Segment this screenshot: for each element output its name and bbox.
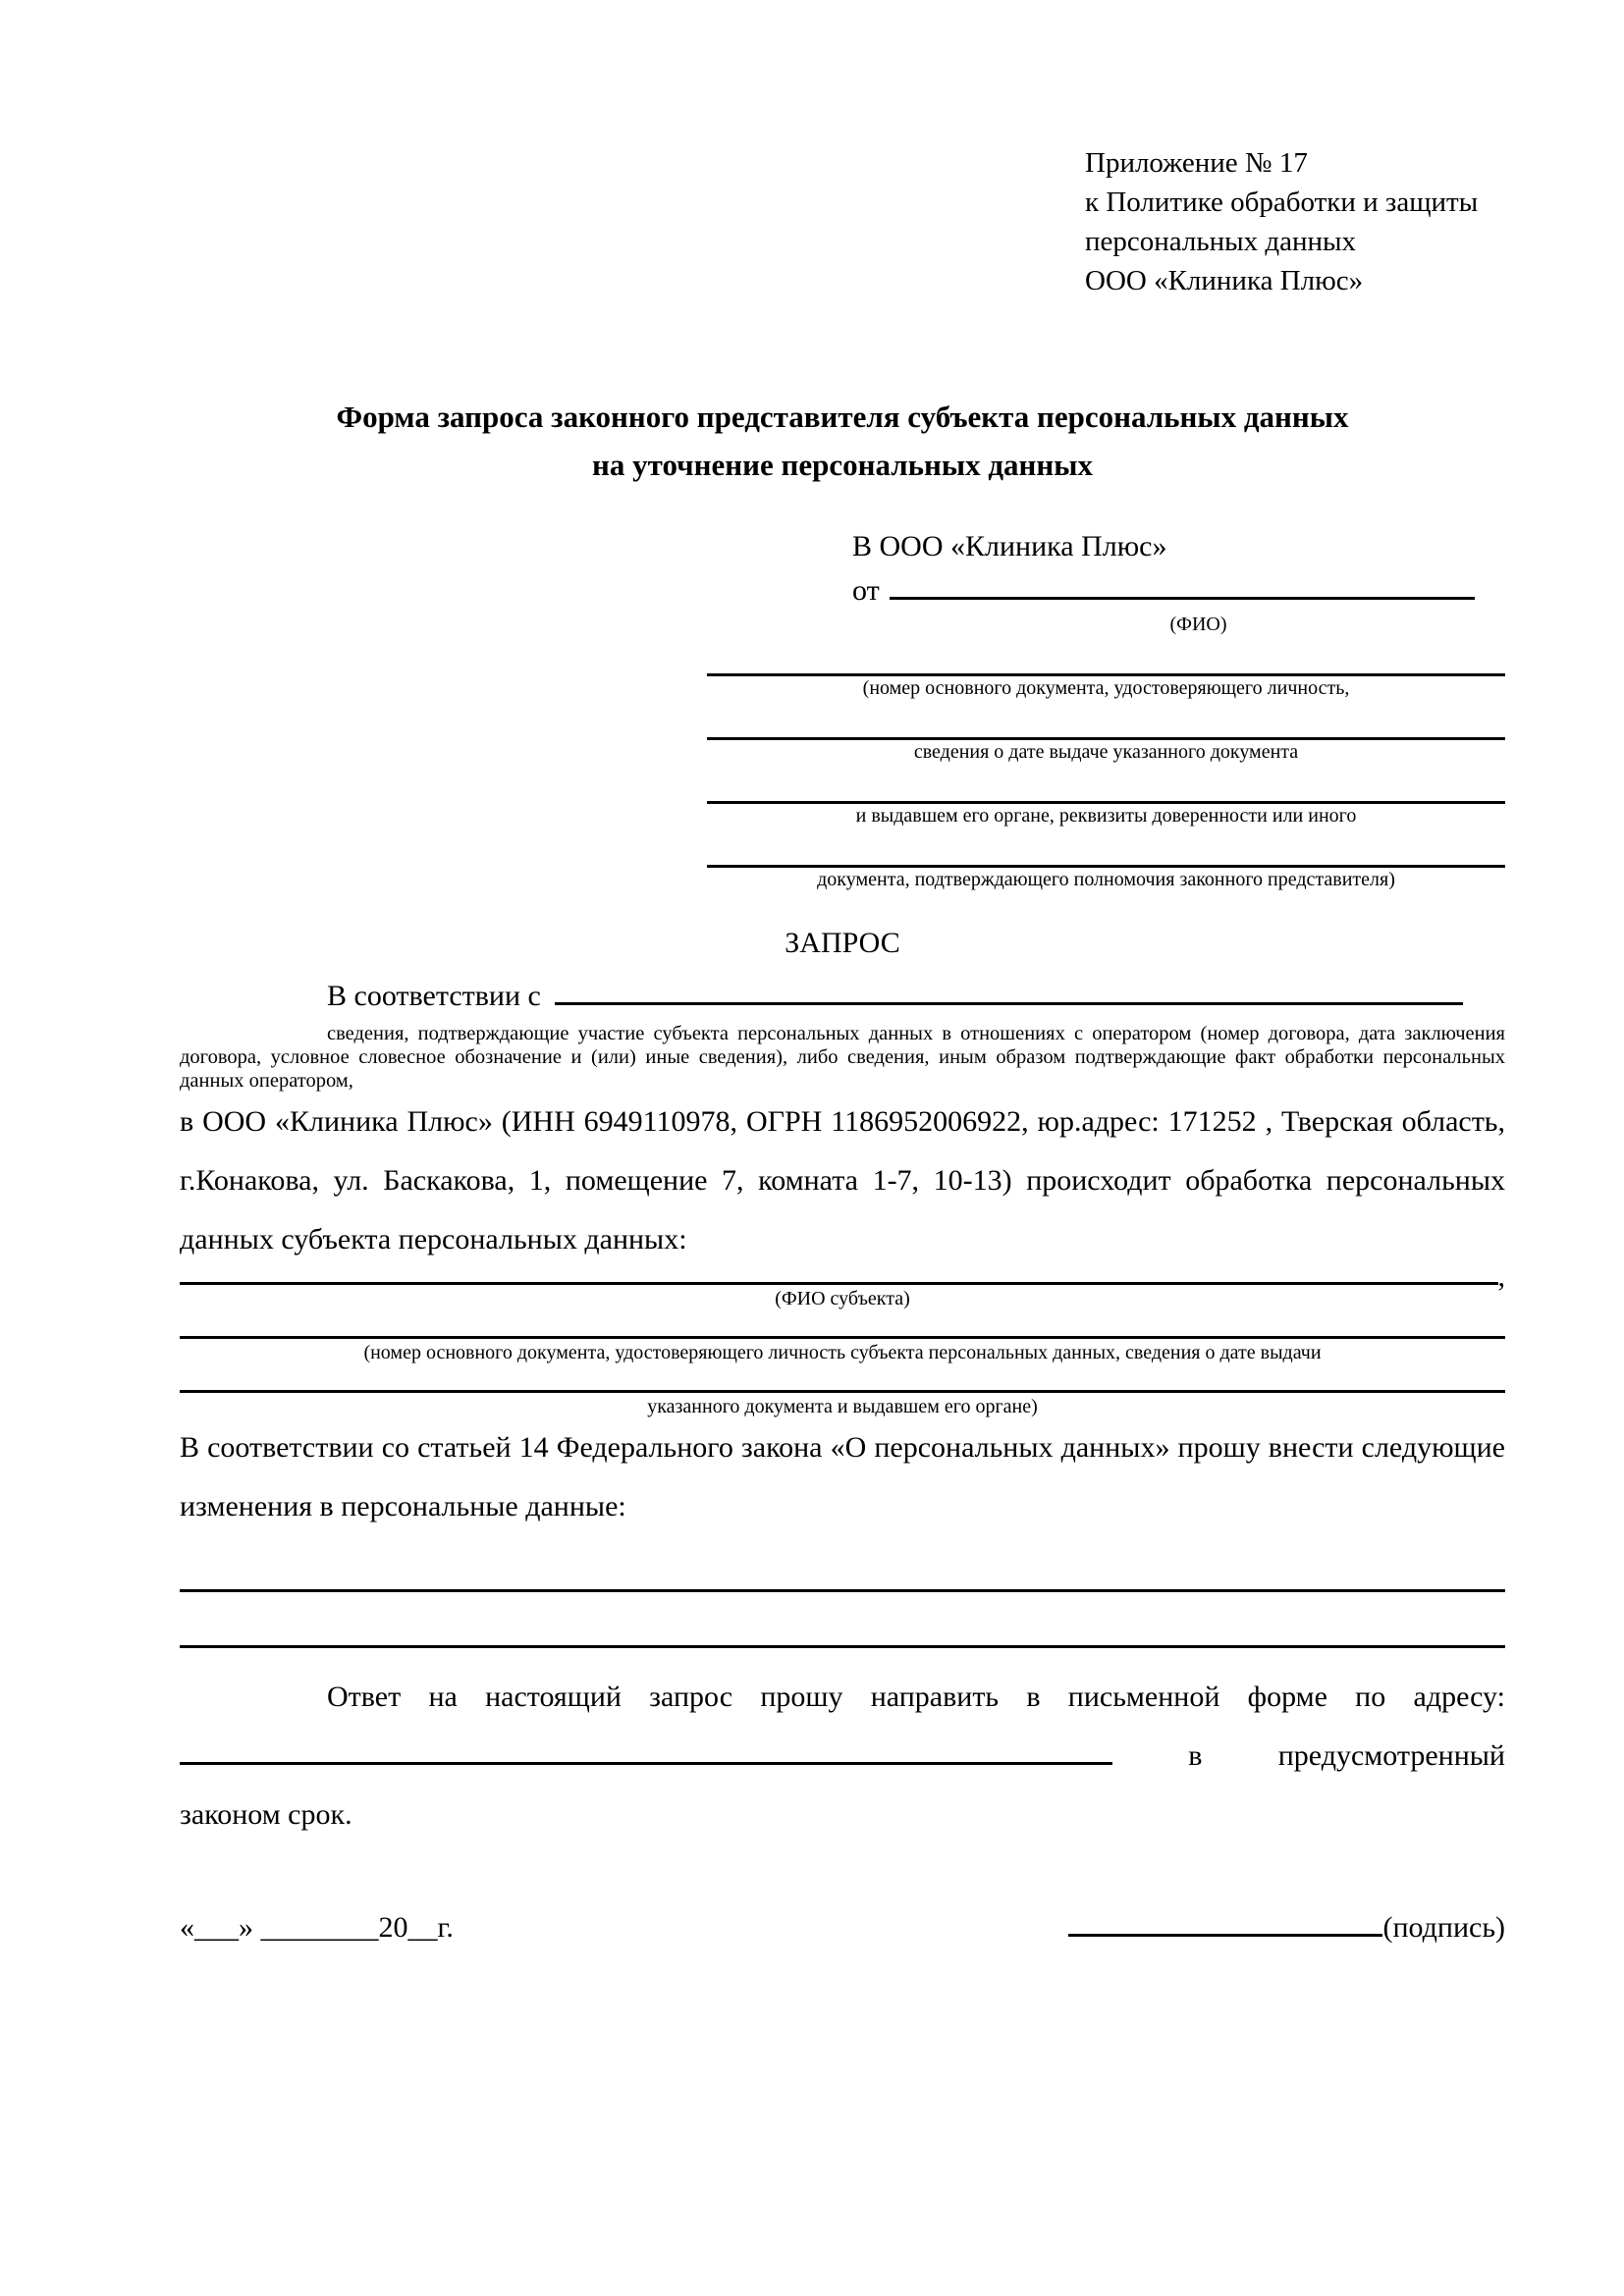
- signature-caption: (подпись): [1382, 1911, 1505, 1944]
- subject-doc-blank-line-1: [180, 1310, 1505, 1339]
- law-paragraph: В соответствии со статьей 14 Федерального закона «О персональных данных» прошу внести следующие изменения в персональные данные:: [180, 1431, 1505, 1522]
- appendix-policy-line: к Политике обработки и защиты: [1085, 187, 1479, 218]
- fio-caption: (ФИО): [1169, 614, 1227, 635]
- power-of-attorney-blank-line: [707, 828, 1505, 868]
- intro-row: [180, 974, 1505, 1019]
- answer-word-predusmotrenny: предусмотренный: [1277, 1739, 1505, 1772]
- from-label: от: [852, 574, 880, 607]
- issue-date-blank-line: [707, 700, 1505, 740]
- subject-fio-row: [180, 1260, 1505, 1293]
- fio-blank-line: [890, 593, 1475, 600]
- answer-sentence-line3: законом срок.: [180, 1798, 352, 1831]
- request-body: [180, 921, 1505, 1950]
- basis-blank-line: [555, 998, 1463, 1005]
- changes-blank-line-1: [180, 1536, 1505, 1592]
- address-blank-line: [180, 1758, 1112, 1765]
- addressee-from-row: [707, 568, 1505, 613]
- answer-word-v: в: [1188, 1739, 1203, 1772]
- appendix-header: [1085, 143, 1478, 300]
- subject-fio-comma: ,: [1497, 1260, 1505, 1293]
- doc-number-caption: (номер основного документа, удостоверяющего личность,: [862, 677, 1350, 699]
- date-signature-row: [180, 1905, 1505, 1950]
- answer-sentence-line2: [180, 1727, 1505, 1786]
- signature-area: [1068, 1905, 1505, 1950]
- appendix-org-name: ООО «Клиника Плюс»: [1085, 265, 1364, 296]
- subject-doc-caption-1: (номер основного документа, удостоверяющего личность субъекта персональных данных, сведения о дате выдачи: [363, 1342, 1322, 1363]
- subject-doc-caption-2: указанного документа и выдавшем его органе): [647, 1396, 1038, 1417]
- power-of-attorney-caption: документа, подтверждающего полномочия законного представителя): [817, 869, 1395, 890]
- appendix-policy-line2: персональных данных: [1085, 226, 1357, 257]
- issuing-authority-caption: и выдавшем его органе, реквизиты доверенности или иного: [855, 805, 1357, 827]
- doc-number-blank-line: [707, 636, 1505, 676]
- appendix-number: Приложение № 17: [1085, 147, 1308, 179]
- subject-doc-blank-line-2: [180, 1364, 1505, 1393]
- intro-prefix: В соответствии с: [327, 980, 541, 1012]
- addressee-block: [707, 524, 1505, 891]
- basis-footnote: сведения, подтверждающие участие субъекта персональных данных в отношениях с оператором (номер договора, дата заключения договора, условное словесное обозначение и (или) иные сведения), либо сведения, иным образом подтверждающие факт обработки персональных данных оператором,: [180, 1023, 1505, 1092]
- issuing-authority-blank-line: [707, 764, 1505, 804]
- addressee-to: В ООО «Клиника Плюс»: [852, 530, 1167, 562]
- subject-fio-blank-line: [180, 1278, 1498, 1285]
- document-title-line1: Форма запроса законного представителя субъекта персональных данных: [336, 400, 1349, 434]
- operator-paragraph: в ООО «Клиника Плюс» (ИНН 6949110978, ОГРН 1186952006922, юр.адрес: 171252 , Тверская область, г.Конакова, ул. Баскакова, 1, помещение 7, комната 1-7, 10-13) происходит обработка персональных данных субъекта персональных данных:: [180, 1105, 1505, 1255]
- changes-blank-line-2: [180, 1592, 1505, 1648]
- answer-sentence-line1: Ответ на настоящий запрос прошу направить в письменной форме по адресу:: [327, 1681, 1505, 1713]
- signature-blank-line: [1068, 1930, 1382, 1937]
- document-title: [180, 393, 1505, 489]
- issue-date-caption: сведения о дате выдаче указанного документа: [913, 741, 1299, 763]
- date-blank-line: «___» ________20__г.: [180, 1911, 454, 1944]
- subject-fio-caption: (ФИО субъекта): [775, 1288, 910, 1309]
- document-title-line2: на уточнение персональных данных: [592, 448, 1093, 482]
- request-heading: ЗАПРОС: [785, 927, 900, 959]
